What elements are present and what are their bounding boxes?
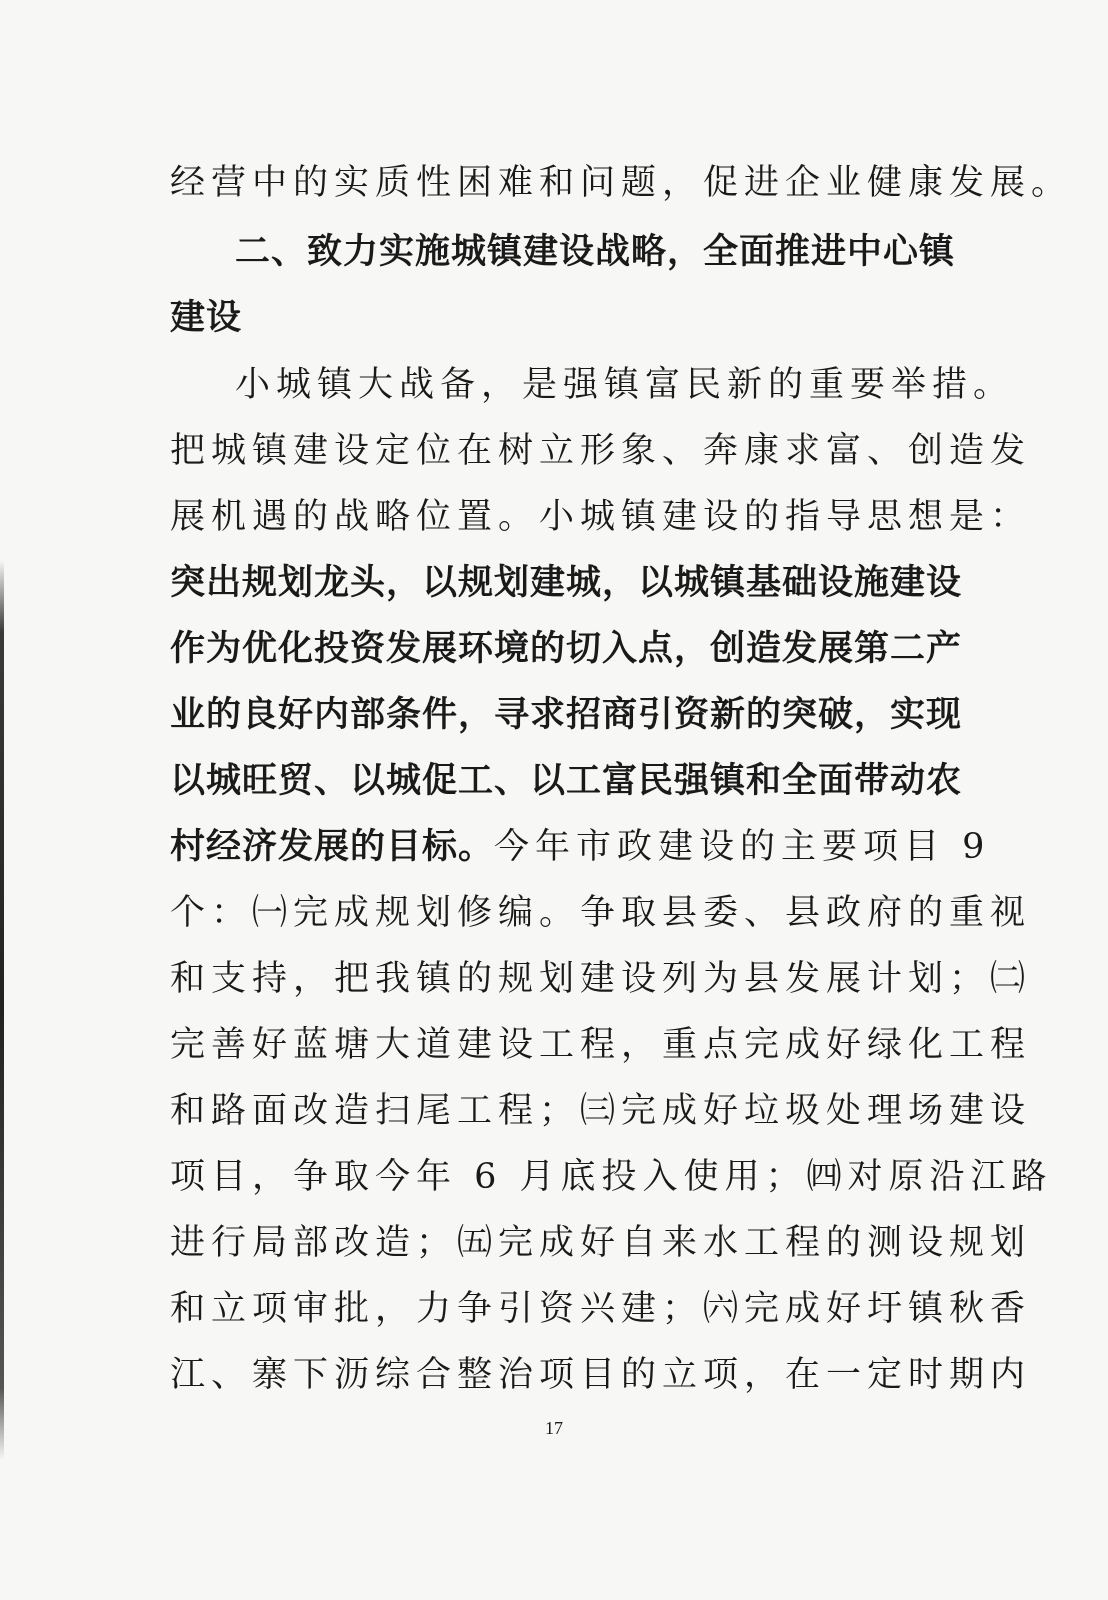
scan-edge-shadow — [0, 560, 4, 1460]
section-heading: 二、致力实施城镇建设战略，全面推进中心镇 — [235, 232, 956, 272]
body-text-line: 个：㈠完成规划修编。争取县委、县政府的重视 — [170, 893, 1032, 933]
body-text-run: 今年市政建设的主要项目 9 — [494, 827, 991, 867]
body-text-line: 和路面改造扫尾工程；㈢完成好垃圾处理场建设 — [170, 1091, 1032, 1131]
bold-text-line: 业的良好内部条件，寻求招商引资新的突破，实现 — [170, 695, 963, 735]
body-text-line: 小城镇大战备，是强镇富民新的重要举措。 — [235, 365, 1015, 405]
mixed-text-line — [170, 827, 991, 867]
body-text-line: 进行局部改造；㈤完成好自来水工程的测设规划 — [170, 1223, 1032, 1263]
body-text-line: 经营中的实质性困难和问题，促进企业健康发展。 — [170, 163, 1073, 203]
body-text-line: 展机遇的战略位置。小城镇建设的指导思想是： — [170, 497, 1032, 537]
body-text-line: 和支持，把我镇的规划建设列为县发展计划；㈡ — [170, 959, 1032, 999]
body-text-line: 项目，争取今年 6 月底投入使用；㈣对原沿江路 — [170, 1157, 1053, 1197]
bold-text-line: 作为优化投资发展环境的切入点，创造发展第二产 — [170, 629, 963, 669]
body-text-line: 江、寨下沥综合整治项目的立项，在一定时期内 — [170, 1355, 1032, 1395]
page-number: 17 — [545, 1418, 563, 1438]
bold-text-line: 突出规划龙头，以规划建城，以城镇基础设施建设 — [170, 563, 963, 603]
section-heading-continued: 建设 — [170, 298, 243, 338]
body-text-line: 和立项审批，力争引资兴建；㈥完成好圩镇秋香 — [170, 1289, 1032, 1329]
bold-text-line: 以城旺贸、以城促工、以工富民强镇和全面带动农 — [170, 761, 963, 801]
body-text-line: 完善好蓝塘大道建设工程，重点完成好绿化工程 — [170, 1025, 1032, 1065]
body-text-line: 把城镇建设定位在树立形象、奔康求富、创造发 — [170, 431, 1032, 471]
bold-text-run: 村经济发展的目标。 — [170, 827, 495, 867]
